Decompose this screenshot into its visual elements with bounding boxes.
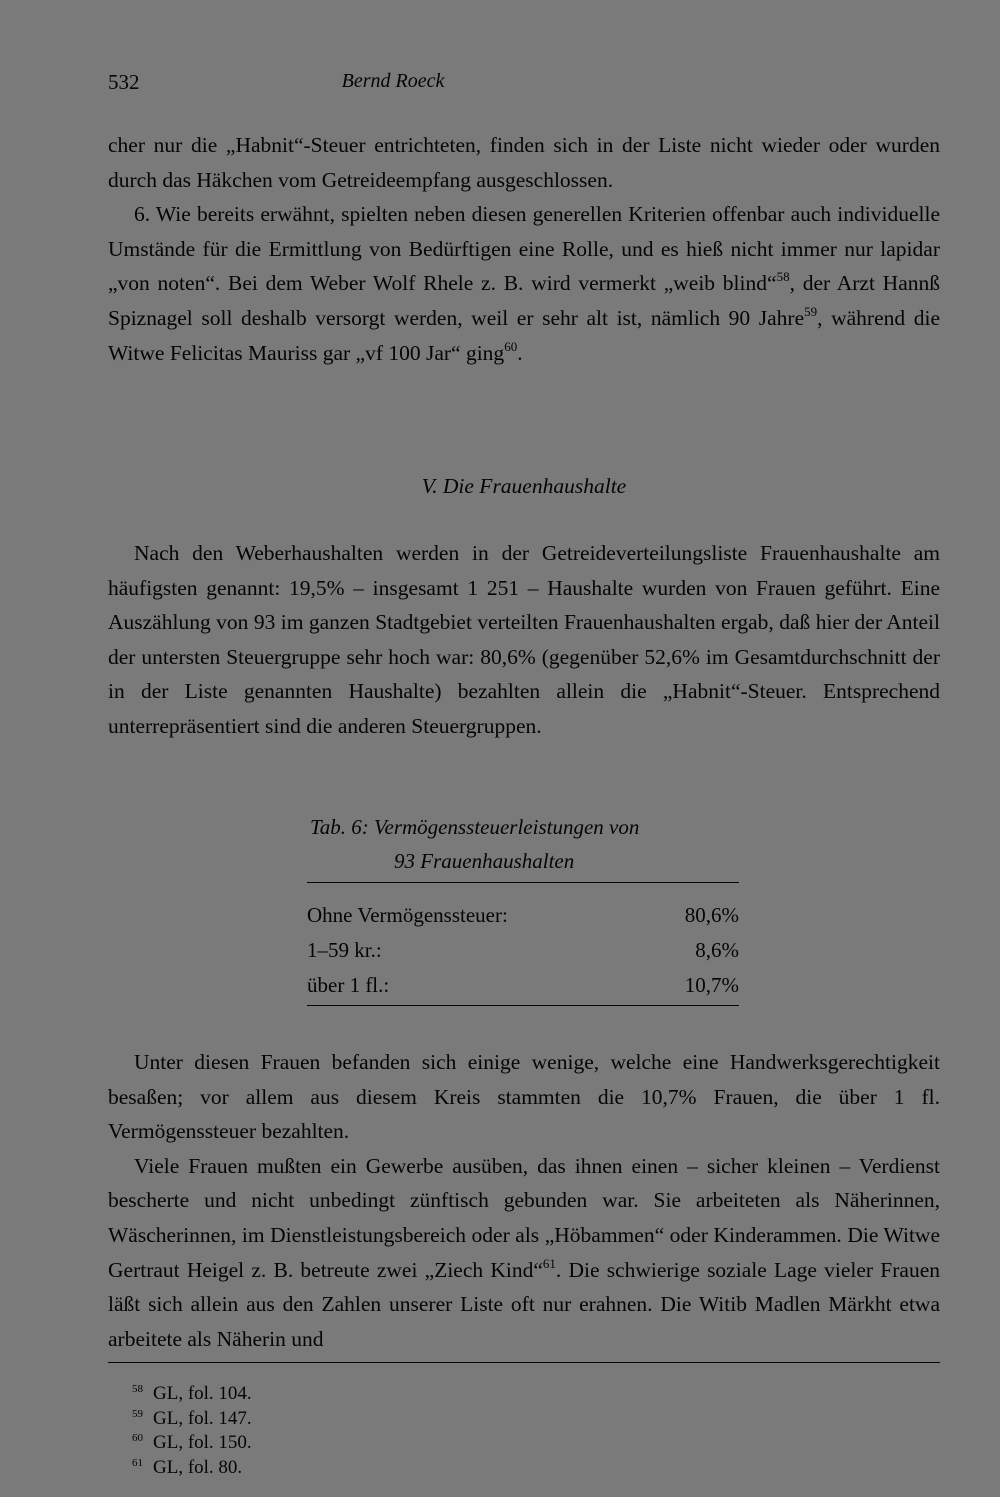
footnote: $^{59}$ GL, fol. 147. xyxy=(132,1407,252,1429)
footnote: $^{58}$ GL, fol. 104. xyxy=(132,1383,252,1404)
table-row xyxy=(307,968,739,1003)
footnote-ref-61: 61 xyxy=(542,1255,556,1271)
row-label: 1–59 kr.: xyxy=(307,938,382,962)
body-text-bottom xyxy=(108,1045,940,1356)
table-caption xyxy=(310,810,740,878)
table-row xyxy=(307,933,739,968)
table-row xyxy=(307,898,739,933)
table-bottom-rule xyxy=(307,1005,739,1006)
tax-table xyxy=(307,898,739,1003)
paragraph-1: cher nur die „Habnit“-Steuer entrichteten, finden sich in der Liste nicht wieder oder wurden durch das Häkchen vom Getreideempfang ausgeschlossen. xyxy=(108,133,940,192)
row-label: Ohne Vermögenssteuer: xyxy=(307,903,508,927)
row-value: 80,6% xyxy=(684,903,739,927)
body-text-middle xyxy=(108,536,940,744)
paragraph-2: 6. Wie bereits erwähnt, spielten neben diesen generellen Kriterien offenbar auch individuelle Umstände für die Ermittlung von Bedürftigen eine Rolle, und es hieß nicht immer nur lapidar „von noten“. Bei dem Weber Wolf Rhele z. B. wird vermerkt „weib blind“$^{58}$, der Arzt Hannß Spiznagel soll deshalb versorgt werden, weil er sehr alt ist, nämlich 90 Jahre$^{59}$, während die Witwe Felicitas Mauriss gar „vf 100 Jar“ ging$^{60}$. xyxy=(108,202,940,365)
page-header xyxy=(108,70,938,100)
paragraph-3: Nach den Weberhaushalten werden in der Getreideverteilungsliste Frauenhaushalte am häufigsten genannt: 19,5% – insgesamt 1 251 – Haushalte wurden von Frauen geführt. Eine Auszählung von 93 im ganzen Stadtgebiet verteilten Frauenhaushalten ergab, daß hier der Anteil der untersten Steuergruppe sehr hoch war: 80,6% (gegenüber 52,6% im Gesamtdurchschnitt der in der Liste genannten Haushalte) bezahlten allein die „Habnit“-Steuer. Entsprechend unterrepräsentiert sind die anderen Steuergruppen. xyxy=(108,541,940,738)
row-value: 8,6% xyxy=(695,938,739,962)
row-label: über 1 fl.: xyxy=(307,973,390,997)
table-caption-line-1: Tab. 6: Vermögenssteuerleistungen von xyxy=(310,815,640,839)
footnotes xyxy=(132,1382,252,1480)
section-heading: V. Die Frauenhaushalte xyxy=(421,474,627,498)
footnote-ref-58: 58 xyxy=(776,269,790,285)
paragraph-4: Unter diesen Frauen befanden sich einige wenige, welche eine Handwerksgerechtigkeit besaßen; vor allem aus diesem Kreis stammten die 10,7% Frauen, die über 1 fl. Vermögenssteuer bezahlten. xyxy=(108,1050,940,1144)
footnote-separator xyxy=(108,1362,940,1363)
footnote: $^{61}$ GL, fol. 80. xyxy=(132,1456,243,1478)
table-top-rule xyxy=(307,882,739,883)
running-head: Bernd Roeck xyxy=(341,70,445,92)
page-number: 532 xyxy=(108,70,140,94)
footnote: $^{60}$ GL, fol. 150. xyxy=(132,1432,252,1453)
footnote-ref-59: 59 xyxy=(804,303,818,319)
row-value: 10,7% xyxy=(684,973,739,997)
body-text-top xyxy=(108,128,940,370)
paragraph-5: Viele Frauen mußten ein Gewerbe ausüben, das ihnen einen – sicher kleinen – Verdienst bescherte und nicht unbedingt zünftisch gebunden war. Sie arbeiteten als Näherinnen, Wäscherinnen, im Dienstleistungsbereich oder als „Höbammen“ oder Kinderammen. Die Witwe Gertraut Heigel z. B. betreute zwei „Ziech Kind“$^{61}$. Die schwierige soziale Lage vieler Frauen läßt sich allein aus den Zahlen unserer Liste oft nur erahnen. Die Witib Madlen Märkht etwa arbeitete als Näherin und xyxy=(108,1153,940,1351)
table-caption-line-2: 93 Frauenhaushalten xyxy=(394,849,575,873)
footnote-ref-60: 60 xyxy=(504,338,518,354)
